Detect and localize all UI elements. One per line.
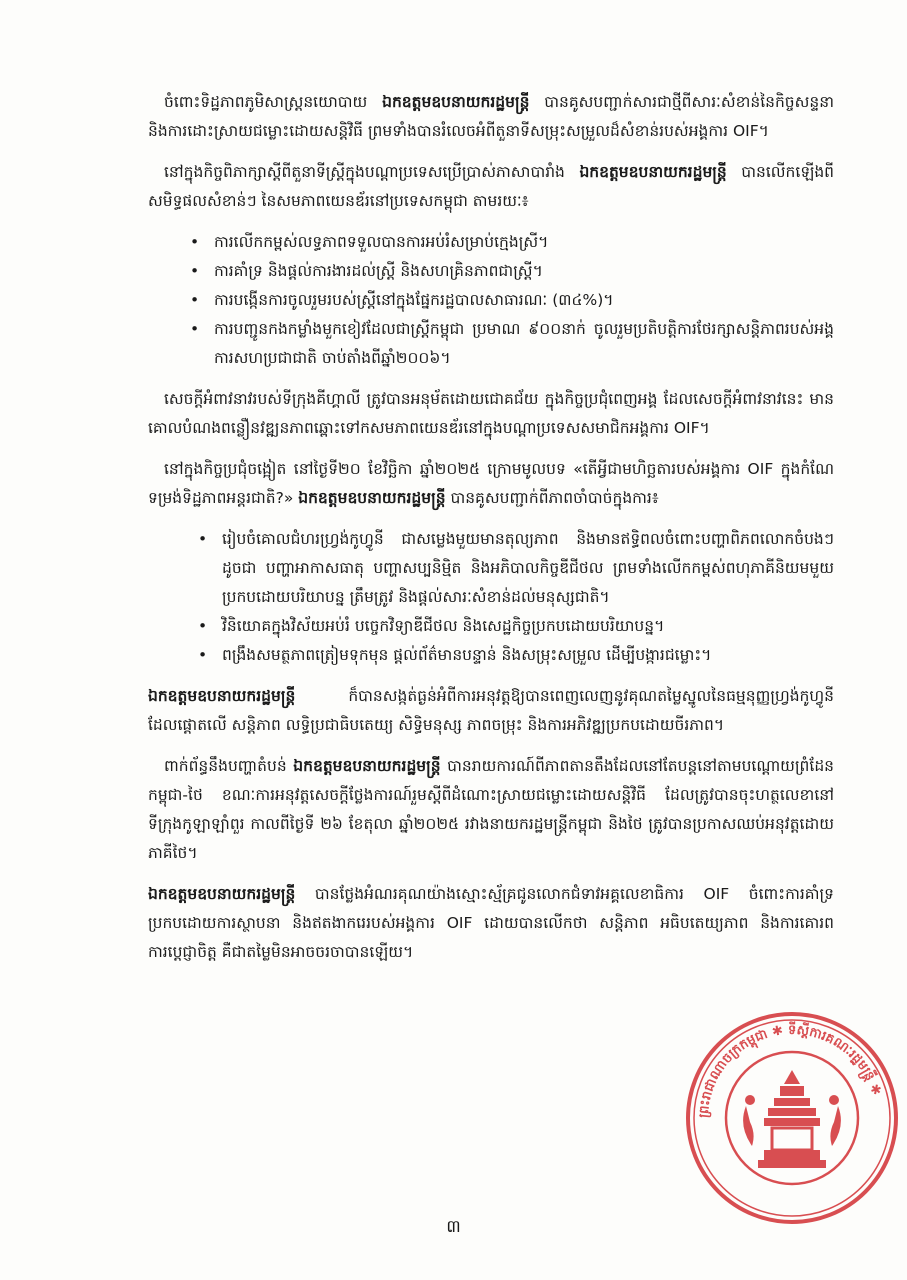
pm-title: ឯកឧត្តមឧបនាយករដ្ឋមន្ត្រី bbox=[298, 489, 446, 507]
list-item: • ការគាំទ្រ និងផ្តល់ការងារដល់ស្ត្រី និងសហគ្រិនភាពជាស្ត្រី។ bbox=[200, 257, 834, 286]
page-number: ៣ bbox=[446, 1217, 461, 1237]
paragraph-border-issue: ពាក់ព័ន្ធនឹងបញ្ហាតំបន់ ឯកឧត្តមឧបនាយករដ្ឋមន្ត្រី បានរាយការណ៍ពីភាពតានតឹងដែលនៅតែបន្តនៅតាមបណ្តោយព្រំដែនកម្ពុជា-ថៃ ខណៈការអនុវត្តសេចក្តីថ្លែងការណ៍រួមស្តីពីដំណោះស្រាយជម្លោះដោយសន្តិវិធី ដែលត្រូវបានចុះហត្ថលេខានៅទីក្រុងកូឡាឡាំពួរ កាលពីថ្ងៃទី ២៦ ខែតុលា ឆ្នាំ២០២៥ រវាងនាយករដ្ឋមន្ត្រីកម្ពុជា និងថៃ ត្រូវបានប្រកាសឈប់អនុវត្តដោយភាគីថៃ។ bbox=[148, 757, 834, 862]
official-seal-icon bbox=[684, 1010, 900, 1226]
list-item: • ការបង្កើនការចូលរួមរបស់ស្ត្រីនៅក្នុងផ្នែករដ្ឋបាលសាធារណៈ (៣៤%)។ bbox=[200, 286, 834, 315]
pm-title: ឯកឧត្តមឧបនាយករដ្ឋមន្ត្រី bbox=[293, 757, 441, 775]
list-item: • ពង្រឹងសមត្ថភាពត្រៀមទុកមុន ផ្តល់ព័ត៌មានបន្ទាន់ និងសម្រុះសម្រួល ដើម្បីបង្ការជម្លោះ។ bbox=[208, 641, 834, 670]
list-item: • វិនិយោគក្នុងវិស័យអប់រំ បច្ចេកវិទ្យាឌីជីថល និងសេដ្ឋកិច្ចប្រកបដោយបរិយាបន្ន។ bbox=[208, 612, 834, 641]
pm-title: ឯកឧត្តមឧបនាយករដ្ឋមន្ត្រី bbox=[382, 93, 530, 111]
paragraph-geopolitics: ចំពោះទិដ្ឋភាពភូមិសាស្ត្រនយោបាយ ឯកឧត្តមឧបនាយករដ្ឋមន្ត្រី បានគូសបញ្ជាក់សារជាថ្មីពីសារៈសំខាន់នៃកិច្ចសន្ទនា និងការដោះស្រាយជម្លោះដោយសន្តិវិធី ព្រមទាំងបានរំលេចអំពីតួនាទីសម្រុះសម្រួលដ៏សំខាន់របស់អង្គការ OIF។ bbox=[148, 93, 834, 140]
paragraph-restricted-meeting: នៅក្នុងកិច្ចប្រជុំចង្អៀត នៅថ្ងៃទី២០ ខែវិច្ឆិកា ឆ្នាំ២០២៥ ក្រោមមូលបទ «តើអ្វីជាមហិច្ឆតារបស់អង្គការ OIF ក្នុងកំណែទម្រង់ទិដ្ឋភាពអន្តរជាតិ?» ឯកឧត្តមឧបនាយករដ្ឋមន្ត្រី បានគូសបញ្ជាក់ពីភាពចាំបាច់ក្នុងការ៖ bbox=[148, 460, 834, 507]
necessities-list bbox=[148, 525, 834, 670]
seal-emblem bbox=[743, 1070, 841, 1168]
paragraph-thanks: ឯកឧត្តមឧបនាយករដ្ឋមន្ត្រី បានថ្លែងអំណរគុណយ៉ាងស្មោះស្ម័គ្រជូនលោកជំទាវអគ្គលេខាធិការ OIF ចំពោះការគាំទ្រប្រកបដោយការស្ថាបនា និងឥតងាករេរបស់អង្គការ OIF ដោយបានលើកថា សន្តិភាព អធិបតេយ្យភាព និងការគោរពការប្តេជ្ញាចិត្ត គឺជាតម្លៃមិនអាចចរចាបានឡើយ។ bbox=[148, 885, 834, 961]
paragraph-core-values: ឯកឧត្តមឧបនាយករដ្ឋមន្ត្រី ក៏បានសង្កត់ធ្ងន់អំពីការអនុវត្តឱ្យបានពេញលេញនូវគុណតម្លៃស្នូលនៃធម្មនុញ្ញហ្វ្រង់កូហ្វូនី ដែលផ្តោតលើ សន្តិភាព លទ្ធិប្រជាធិបតេយ្យ សិទ្ធិមនុស្ស ភាពចម្រុះ និងការអភិវឌ្ឍប្រកបដោយចីរភាព។ bbox=[148, 687, 834, 734]
pm-title: ឯកឧត្តមឧបនាយករដ្ឋមន្ត្រី bbox=[579, 163, 727, 181]
achievements-list bbox=[148, 228, 834, 373]
paragraph-women-role: នៅក្នុងកិច្ចពិភាក្សាស្តីពីតួនាទីស្ត្រីក្នុងបណ្តាប្រទេសប្រើប្រាស់ភាសាបារាំង ឯកឧត្តមឧបនាយករដ្ឋមន្ត្រី បានលើកឡើងពីសមិទ្ធផលសំខាន់ៗ នៃសមភាពយេនឌ័រនៅប្រទេសកម្ពុជា តាមរយៈ៖ bbox=[148, 163, 834, 210]
paragraph-kigali-call: សេចក្តីអំពាវនាវរបស់ទីក្រុងគីហ្គាលី ត្រូវបានអនុម័តដោយជោគជ័យ ក្នុងកិច្ចប្រជុំពេញអង្គ ដែលសេចក្តីអំពាវនាវនេះ មានគោលបំណងពន្លឿនវឌ្ឍនភាពឆ្ពោះទៅកសមភាពយេនឌ័រនៅក្នុងបណ្តាប្រទេសសមាជិកអង្គការ OIF។ bbox=[148, 390, 834, 437]
pm-title: ឯកឧត្តមឧបនាយករដ្ឋមន្ត្រី bbox=[148, 885, 296, 903]
document-body bbox=[148, 88, 834, 979]
list-item: • រៀបចំគោលជំហរហ្វ្រង់កូហ្វូនី ជាសម្លេងមួយមានតុល្យភាព និងមានឥទ្ធិពលចំពោះបញ្ហាពិភពលោកចំបងៗ ដូចជា បញ្ហាអាកាសធាតុ បញ្ហាសប្បនិម្មិត និងអភិបាលកិច្ចឌីជីថល ព្រមទាំងលើកកម្ពស់ពហុភាគីនិយមមួយប្រកបដោយបរិយាបន្ន ត្រឹមត្រូវ និងផ្តល់សារៈសំខាន់ដល់មនុស្សជាតិ។ bbox=[208, 525, 834, 612]
list-item: • ការបញ្ជូនកងកម្លាំងមួកខៀវដែលជាស្ត្រីកម្ពុជា ប្រមាណ ៩០០នាក់ ចូលរួមប្រតិបត្តិការថែរក្សាសន្តិភាពរបស់អង្គការសហប្រជាជាតិ ចាប់តាំងពីឆ្នាំ២០០៦។ bbox=[200, 315, 834, 373]
pm-title: ឯកឧត្តមឧបនាយករដ្ឋមន្ត្រី bbox=[148, 687, 296, 705]
seal-ring-text: ព្រះរាជាណាចក្រកម្ពុជា ✱ ទីស្តីការគណៈរដ្ឋមន្ត្រី ✱ bbox=[696, 1022, 884, 1119]
list-item: • ការលើកកម្ពស់លទ្ធភាពទទួលបានការអប់រំសម្រាប់ក្មេងស្រី។ bbox=[200, 228, 834, 257]
